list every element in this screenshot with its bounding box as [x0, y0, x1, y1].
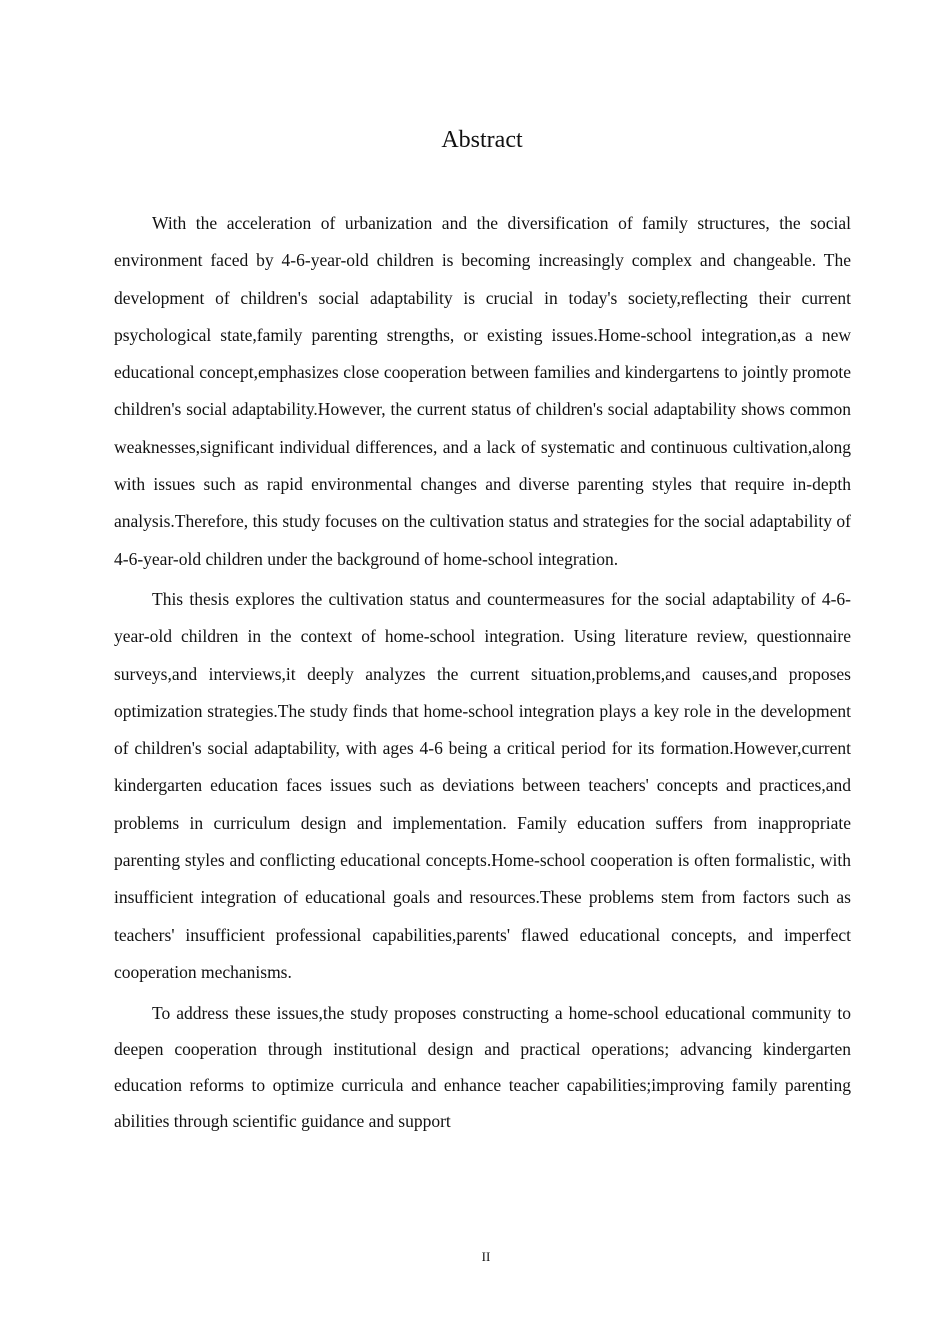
abstract-body [114, 205, 851, 1139]
abstract-paragraph-1: With the acceleration of urbanization and the diversification of family structures, the social environment faced by 4-6-year-old children is becoming increasingly complex and changeable. The development of children's social adaptability is crucial in today's society,reflecting their current psychological state,family parenting strengths, or existing issues.Home-school integration,as a new educational concept,emphasizes close cooperation between families and kindergartens to jointly promote children's social adaptability.However, the current status of children's social adaptability shows common weaknesses,significant individual differences, and a lack of systematic and continuous cultivation,along with issues such as rapid environmental changes and diverse parenting styles that require in-depth analysis.Therefore, this study focuses on the cultivation status and strategies for the social adaptability of 4-6-year-old children under the background of home-school integration. [114, 213, 851, 569]
abstract-paragraph-3: To address these issues,the study proposes constructing a home-school educational community to deepen cooperation through institutional design and practical operations; advancing kindergarten education reforms to optimize curricula and enhance teacher capabilities;improving family parenting abilities through scientific guidance and support [114, 1003, 851, 1132]
page-number: II [481, 1249, 491, 1264]
page-title: Abstract [441, 127, 523, 153]
abstract-paragraph-2: This thesis explores the cultivation status and countermeasures for the social adaptability of 4-6-year-old children in the context of home-school integration. Using literature review, questionnaire surveys,and interviews,it deeply analyzes the current situation,problems,and causes,and proposes optimization strategies.The study finds that home-school integration plays a key role in the development of children's social adaptability, with ages 4-6 being a critical period for its formation.However,current kindergarten education faces issues such as deviations between teachers' concepts and practices,and problems in curriculum design and implementation. Family education suffers from inappropriate parenting styles and conflicting educational concepts.Home-school cooperation is often formalistic, with insufficient integration of educational goals and resources.These problems stem from factors such as teachers' insufficient professional capabilities,parents' flawed educational concepts, and imperfect cooperation mechanisms. [114, 588, 851, 982]
